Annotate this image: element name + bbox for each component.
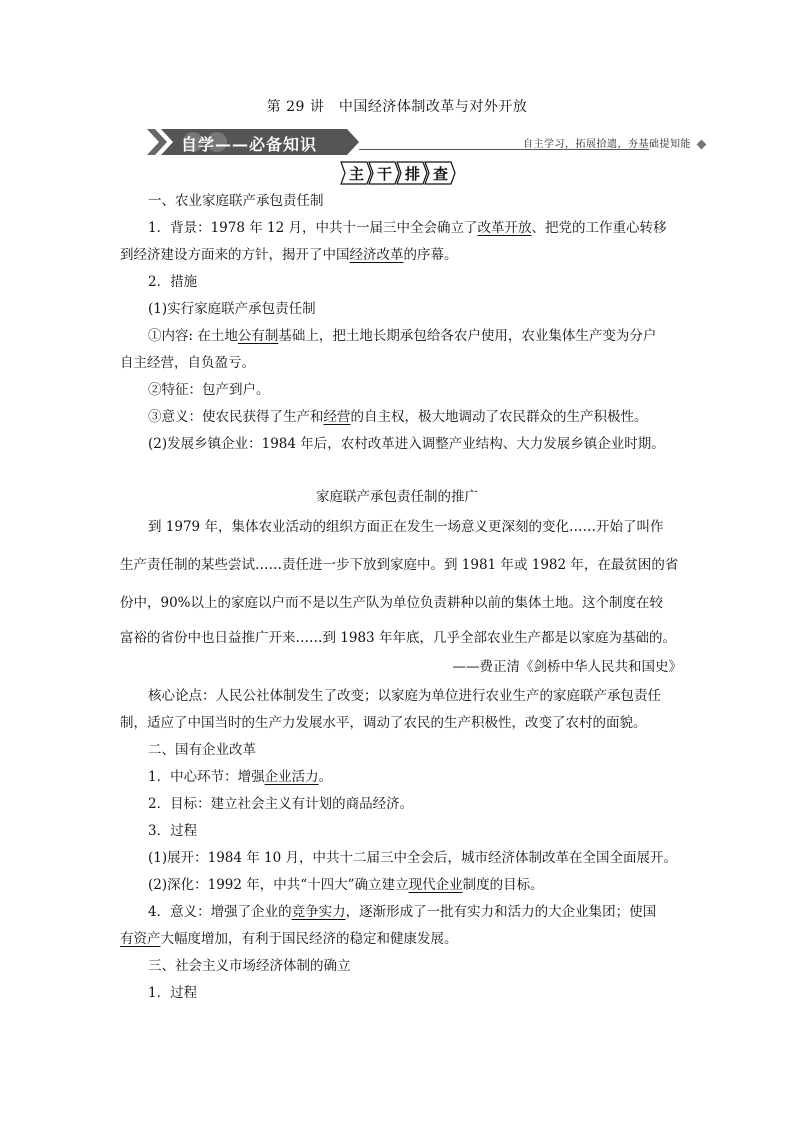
significance-line: ③意义：使农民获得了生产和经营的自主权，极大地调动了农民群众的生产积极性。 xyxy=(148,409,648,425)
core-argument-line1: 核心论点：人民公社体制发生了改变；以家庭为单位进行农业生产的家庭联产承包责任 xyxy=(148,688,661,704)
badge-char-1: 主 xyxy=(349,165,365,183)
material-line3: 份中，90%以上的家庭以户而不是以生产队为单位负责耕种以前的集体土地。这个制度在较 xyxy=(120,595,664,611)
badge-char-2: 干 xyxy=(377,165,393,183)
section1-heading: 一、农业家庭联产承包责任制 xyxy=(148,193,324,209)
process-heading: 3．过程 xyxy=(148,823,198,839)
enterprise-significance-line2: 有资产大幅度增加，有利于国民经济的稳定和健康发展。 xyxy=(120,931,458,947)
badge-char-3: 排 xyxy=(405,165,421,183)
measure1: (1)实行家庭联产承包责任制 xyxy=(148,301,316,317)
feature-line: ②特征：包产到户。 xyxy=(148,382,270,398)
banner-label: 自学——必备知识 xyxy=(181,135,318,154)
content-line2: 自主经营，自负盈亏。 xyxy=(120,355,255,371)
banner-tagline: 自主学习，拓展拾遗，夯基础提知能 xyxy=(523,139,691,150)
measure2: (2)发展乡镇企业：1984 年后，农村改革进入调整产业结构、大力发展乡镇企业时期。 xyxy=(148,436,665,452)
background-line2: 到经济建设方面来的方针，揭开了中国经济改革的序幕。 xyxy=(120,247,458,263)
material-title: 家庭联产承包责任制的推广 xyxy=(316,489,478,505)
center-link-line: 1．中心环节：增强企业活力。 xyxy=(148,769,333,785)
material-line2: 生产责任制的某些尝试……责任进一步下放到家庭中。到 1981 年或 1982 年，在最贫困的省 xyxy=(120,557,679,573)
main-check-badge xyxy=(339,160,457,186)
diamond-icon xyxy=(697,140,707,150)
measures-heading: 2．措施 xyxy=(148,274,198,290)
material-line1: 到 1979 年，集体农业活动的组织方面正在发生一场意义更深刻的变化……开始了叫作 xyxy=(148,519,664,535)
material-line4: 富裕的省份中也日益推广开来……到 1983 年年底，几乎全部农业生产都是以家庭为基础的。 xyxy=(120,630,676,646)
content-line1: ①内容: 在土地公有制基础上，把土地长期承包给各农户使用，农业集体生产变为分户 xyxy=(148,328,657,344)
enterprise-significance-line1: 4．意义：增强了企业的竞争实力，逐渐形成了一批有实力和活力的大企业集团；使国 xyxy=(148,904,657,920)
section3-heading: 三、社会主义市场经济体制的确立 xyxy=(148,958,351,974)
section-banner xyxy=(147,129,707,157)
section3-process: 1．过程 xyxy=(148,985,198,1001)
section2-heading: 二、国有企业改革 xyxy=(148,742,256,758)
badge-char-4: 查 xyxy=(433,165,449,183)
background-line1: 1．背景：1978 年 12 月，中共十一届三中全会确立了改革开放、把党的工作重心转移 xyxy=(148,220,667,236)
page-title: 第 29 讲 中国经济体制改革与对外开放 xyxy=(266,99,528,115)
material-source: ——费正清《剑桥中华人民共和国史》 xyxy=(452,659,682,675)
process-line2: (2)深化：1992 年，中共“十四大”确立建立现代企业制度的目标。 xyxy=(148,877,544,893)
goal-line: 2．目标：建立社会主义有计划的商品经济。 xyxy=(148,796,414,812)
process-line1: (1)展开：1984 年 10 月，中共十二届三中全会后，城市经济体制改革在全国全面展开。 xyxy=(148,850,678,866)
core-argument-line2: 制，适应了中国当时的生产力发展水平，调动了农民的生产积极性，改变了农村的面貌。 xyxy=(120,715,647,731)
